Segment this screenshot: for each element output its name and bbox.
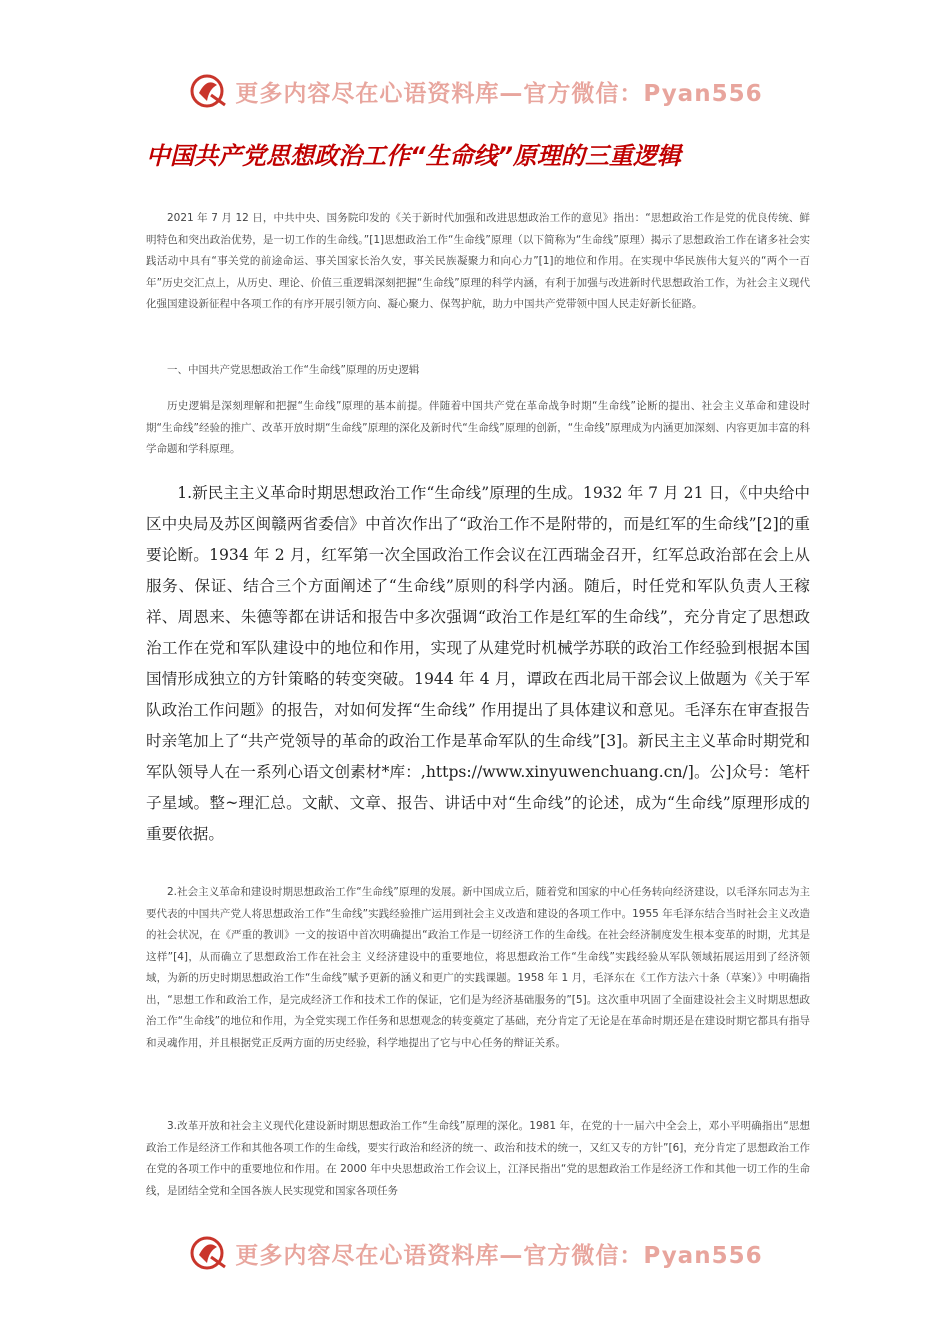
section-heading: 一、中国共产党思想政治工作“生命线”原理的历史逻辑 bbox=[167, 364, 420, 376]
banner-text: 更多内容尽在心语资料库—官方微信：Pyan556 bbox=[235, 80, 763, 107]
item1-paragraph: 1.新民主主义革命时期思想政治工作“生命线”原理的生成。1932 年 7 月 21 日，《中央给中区中央局及苏区闽赣两省委信》中首次作出了“政治工作不是附带的，而是红军的生命线”[2]的重要论断。1934 年 2 月，红军第一次全国政治工作会议在江西瑞金召开，红军总政治部在会上从服务、保证、结合三个方面阐述了“生命线”原则的科学内涵。随后，时任党和军队负责人王稼祥、周恩来、朱德等都在讲话和报告中多次强调“政治工作是红军的生命线”，充分肯定了思想政治工作在党和军队建设中的地位和作用，实现了从建党时机械学苏联的政治工作经验到根据本国国情形成独立的方针策略的转变突破。1944 年 4 月，谭政在西北局干部会议上做题为《关于军队政治工作问题》的报告，对如何发挥“生命线” 作用提出了具体建议和意见。毛泽东在审查报告时亲笔加上了“共产党领导的革命的政治工作是革命军队的生命线”[3]。新民主主义革命时期党和军队领导人在一系列心语文创素材*库：,https://www.xinyuwenchuang.cn/]。公]众号：笔杆子星域。整~理汇总。文献、文章、报告、讲话中对“生命线”的论述，成为“生命线”原理形成的重要依据。 bbox=[146, 484, 810, 843]
intro-paragraph: 2021 年 7 月 12 日，中共中央、国务院印发的《关于新时代加强和改进思想政治工作的意见》指出：“思想政治工作是党的优良传统、鲜明特色和突出政治优势，是一切工作的生命线。”[1]思想政治工作“生命线”原理（以下简称为“生命线”原理）揭示了思想政治工作在诸多社会实践活动中具有“事关党的前途命运、事关国家长治久安，事关民族凝聚力和向心力”[1]的地位和作用。在实现中华民族伟大复兴的“两个一百年”历史交汇点上，从历史、理论、价值三重逻辑深刻把握“生命线”原理的科学内涵，有利于加强与改进新时代思想政治工作，为社会主义现代化强国建设新征程中各项工作的有序开展引领方向、凝心聚力、保驾护航，助力中国共产党带领中国人民走好新长征路。 bbox=[146, 212, 810, 310]
banner-text: 更多内容尽在心语资料库—官方微信：Pyan556 bbox=[235, 1242, 763, 1269]
logo-icon bbox=[187, 71, 231, 111]
history-paragraph: 历史逻辑是深刻理解和把握“生命线”原理的基本前提。伴随着中国共产党在革命战争时期“生命线”论断的提出、社会主义革命和建设时期“生命线”经验的推广、改革开放时期“生命线”原理的深化及新时代“生命线”原理的创新，“生命线”原理成为内涵更加深刻、内容更加丰富的科学命题和学科原理。 bbox=[146, 400, 810, 455]
logo-icon bbox=[187, 1233, 231, 1273]
footer-banner bbox=[0, 1228, 950, 1278]
item2-paragraph: 2.社会主义革命和建设时期思想政治工作“生命线”原理的发展。新中国成立后，随着党和国家的中心任务转向经济建设，以毛泽东同志为主要代表的中国共产党人将思想政治工作“生命线”实践经验推广运用到社会主义改造和建设的各项工作中。1955 年毛泽东结合当时社会主义改造的社会状况，在《严重的教训》一文的按语中首次明确提出“政治工作是一切经济工作的生命线。在社会经济制度发生根本变革的时期，尤其是这样”[4]，从而确立了思想政治工作在社会主 义经济建设中的重要地位，将思想政治工作“生命线”实践经验从军队领域拓展运用到了经济领域，为新的历史时期思想政治工作“生命线”赋予更新的涵义和更广的实践课题。1958 年 1 月，毛泽东在《工作方法六十条（草案）》中明确指出，“思想工作和政治工作，是完成经济工作和技术工作的保证，它们是为经济基础服务的”[5]。这次重申巩固了全面建设社会主义时期思想政治工作“生命线”的地位和作用，为全党实现工作任务和思想观念的转变奠定了基础，充分肯定了无论是在革命时期还是在建设时期它都具有指导和灵魂作用，并且根据党正反两方面的历史经验，科学地提出了它与中心任务的辩证关系。 bbox=[146, 886, 810, 1049]
document-title: 中国共产党思想政治工作“生命线”原理的三重逻辑 bbox=[146, 142, 681, 170]
header-banner bbox=[0, 66, 950, 116]
item3-paragraph: 3.改革开放和社会主义现代化建设新时期思想政治工作“生命线”原理的深化。1981 年，在党的十一届六中全会上，邓小平明确指出“思想政治工作是经济工作和其他各项工作的生命线，要实行政治和经济的统一、政治和技术的统一，又红又专的方针”[6]，充分肯定了思想政治工作在党的各项工作中的重要地位和作用。在 2000 年中央思想政治工作会议上，江泽民指出“党的思想政治工作是经济工作和其他一切工作的生命线，是团结全党和全国各族人民实现党和国家各项任务 bbox=[146, 1120, 810, 1197]
